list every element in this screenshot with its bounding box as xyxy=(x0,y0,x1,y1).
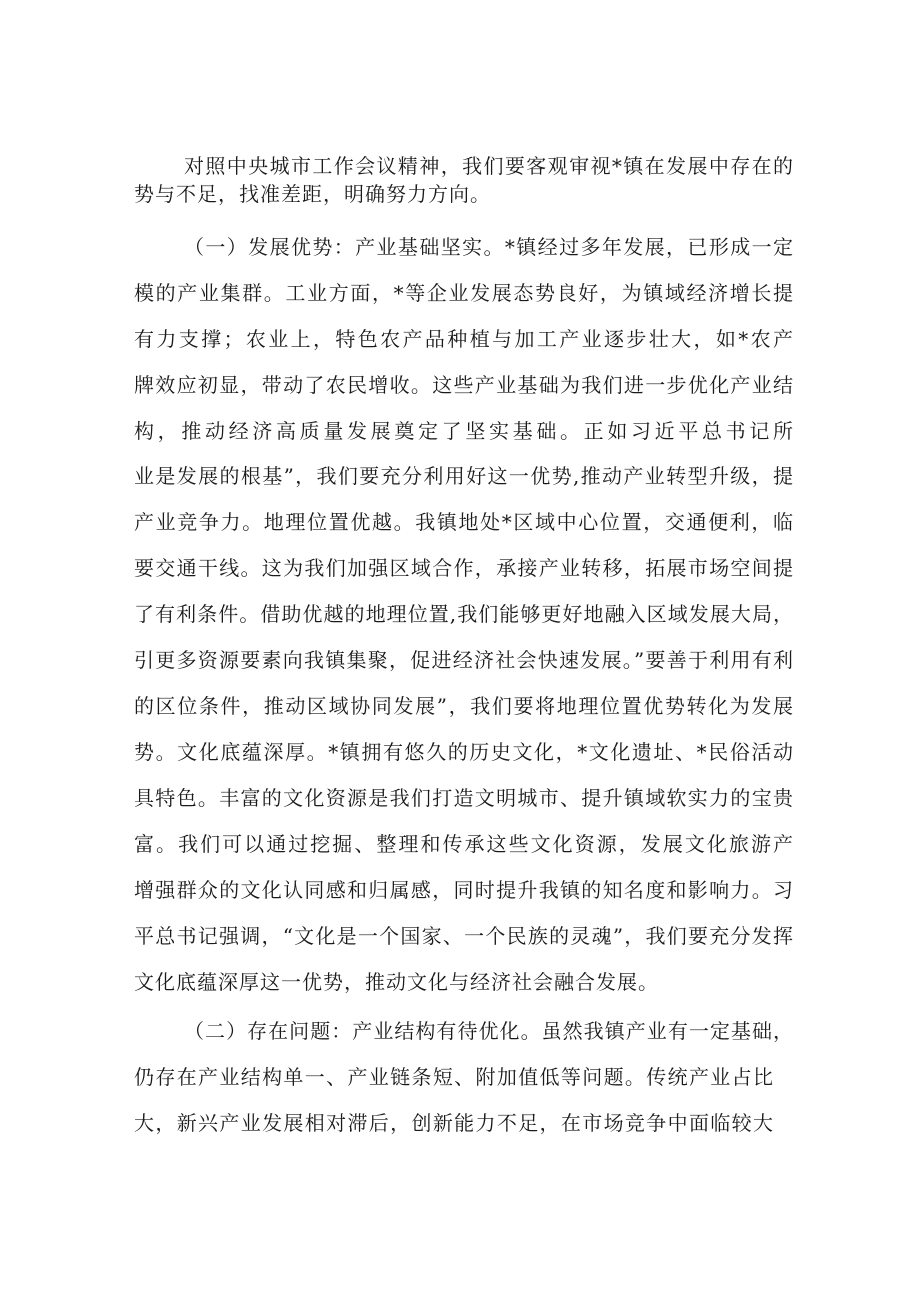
p2-line-8: 要交通干线。这为我们加强区域合作，承接产业转移，拓展市场空间提 xyxy=(134,556,794,580)
p2-line-5: 构，推动经济高质量发展奠定了坚实基础。正如习近平总书记所 xyxy=(134,419,794,443)
p1-line-2: 势与不足，找准差距，明确努力方向。 xyxy=(134,182,491,206)
p2-line-1: （一）发展优势：产业基础坚实。*镇经过多年发展，已形成一定 xyxy=(184,235,794,259)
p2-line-13: 具特色。丰富的文化资源是我们打造文明城市、提升镇域软实力的宝贵 xyxy=(134,786,794,810)
p2-line-12: 势。文化底蕴深厚。*镇拥有悠久的历史文化，*文化遗址、*民俗活动 xyxy=(134,740,794,764)
p2-line-11: 的区位条件，推动区域协同发展”，我们要将地理位置优势转化为发展 xyxy=(134,694,794,718)
p2-line-3: 有力支撑；农业上，特色农产品种植与加工产业逐步壮大，如*农产 xyxy=(134,327,794,351)
p3-line-2: 仍存在产业结构单一、产业链条短、附加值低等问题。传统产业占比 xyxy=(134,1065,774,1089)
p2-line-7: 产业竞争力。地理位置优越。我镇地处*区域中心位置，交通便利，临 xyxy=(134,510,794,534)
p2-line-6: 业是发展的根基”，我们要充分利用好这一优势,推动产业转型升级，提 xyxy=(134,464,794,488)
p2-line-15: 增强群众的文化认同感和归属感，同时提升我镇的知名度和影响力。习 xyxy=(134,878,794,902)
p2-line-17: 文化底蕴深厚这一优势，推动文化与经济社会融合发展。 xyxy=(134,970,659,994)
p2-line-10: 引更多资源要素向我镇集聚，促进经济社会快速发展。”要善于利用有利 xyxy=(134,648,794,672)
p2-line-4: 牌效应初显，带动了农民增收。这些产业基础为我们进一步优化产业结 xyxy=(134,373,794,397)
p2-line-14: 富。我们可以通过挖掘、整理和传承这些文化资源，发展文化旅游产 xyxy=(134,832,794,856)
p2-line-9: 了有利条件。借助优越的地理位置,我们能够更好地融入区域发展大局， xyxy=(134,602,794,626)
p2-line-2: 模的产业集群。工业方面，*等企业发展态势良好，为镇域经济增长提 xyxy=(134,281,794,305)
p3-line-3: 大，新兴产业发展相对滞后，创新能力不足，在市场竞争中面临较大 xyxy=(134,1111,774,1135)
p2-line-16: 平总书记强调，“文化是一个国家、一个民族的灵魂”，我们要充分发挥 xyxy=(134,924,794,948)
p3-line-1: （二）存在问题：产业结构有待优化。虽然我镇产业有一定基础， xyxy=(184,1019,794,1043)
p1-line-1: 对照中央城市工作会议精神，我们要客观审视*镇在发展中存在的 xyxy=(184,154,794,178)
